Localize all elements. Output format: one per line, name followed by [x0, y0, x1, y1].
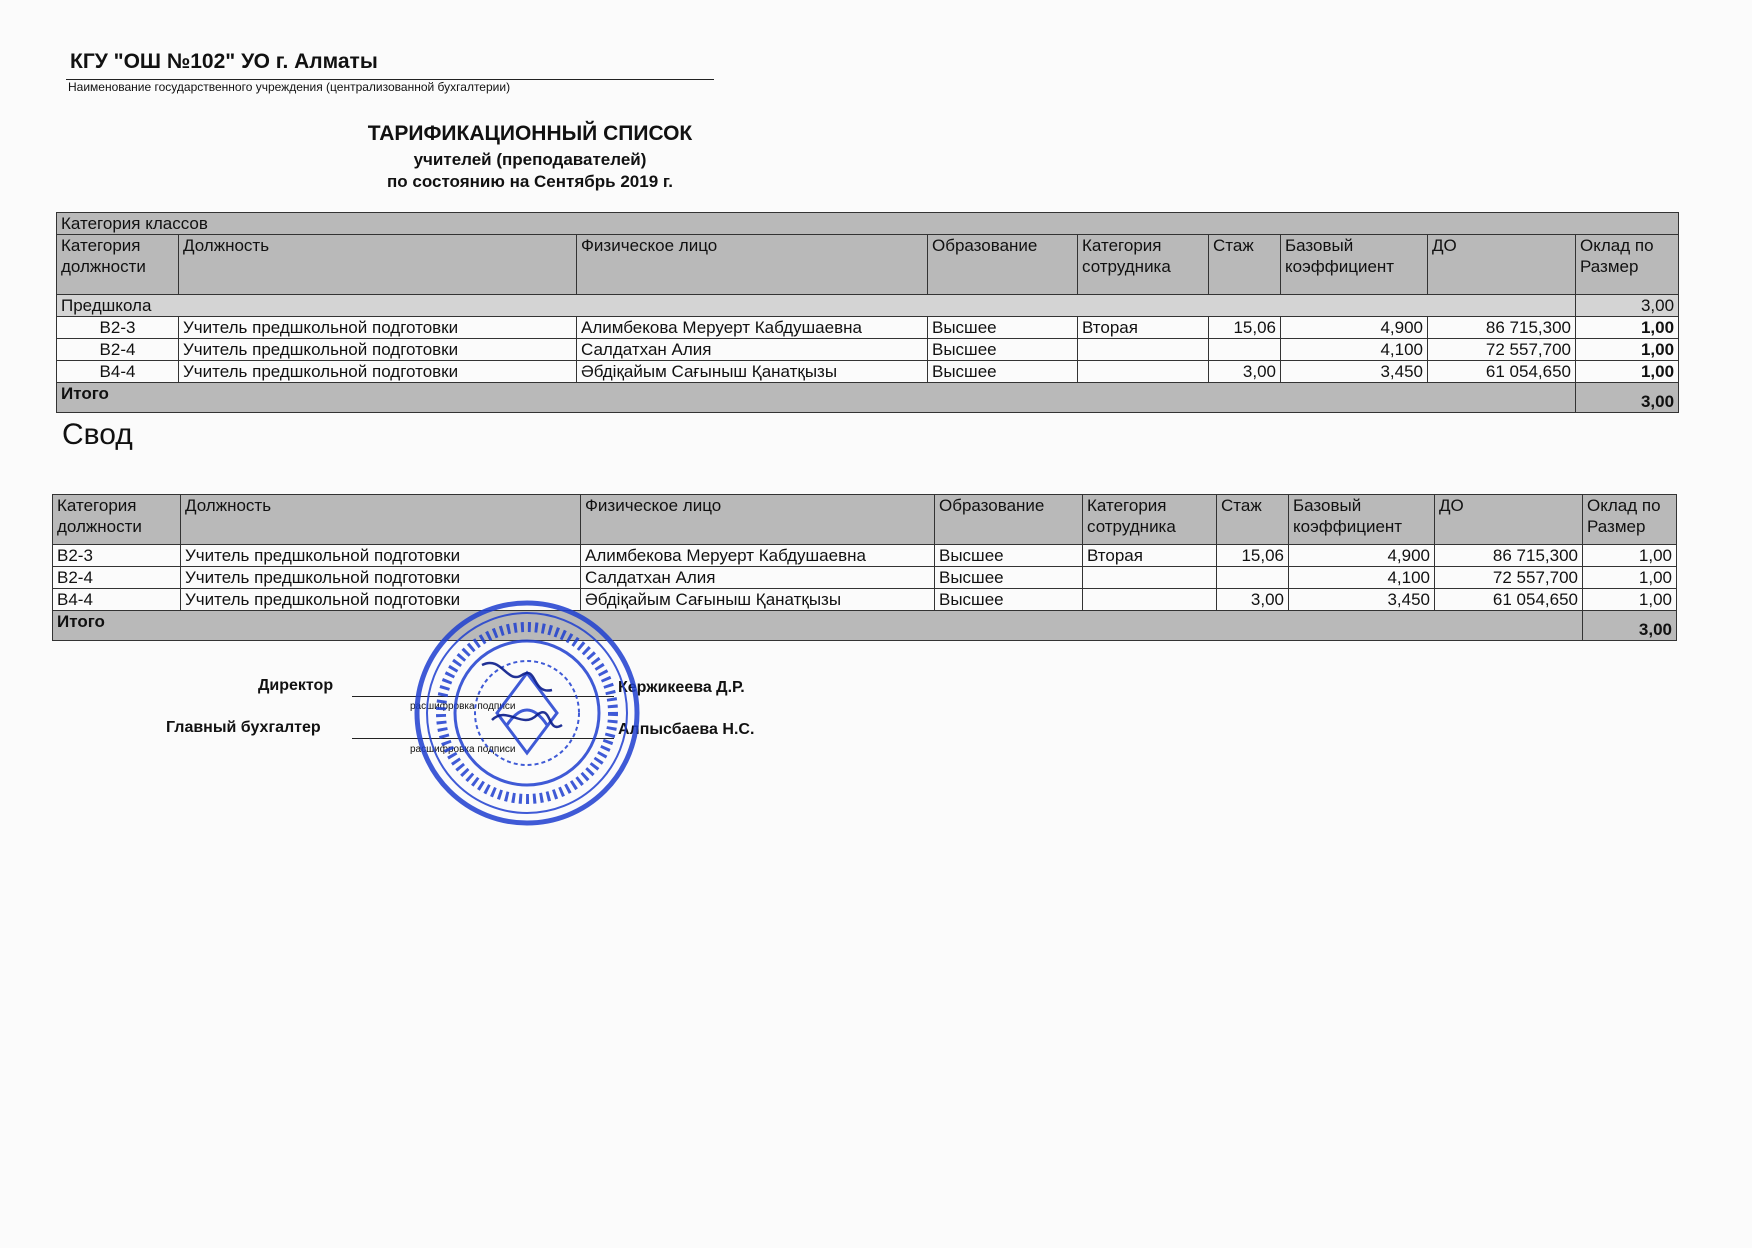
header-salary: Оклад по Размер — [1583, 495, 1677, 545]
cell-person: Әбдіқайым Сағыныш Қанатқызы — [577, 361, 928, 383]
total-label: Итого — [53, 611, 1583, 641]
total-value: 3,00 — [1583, 611, 1677, 641]
header-experience: Стаж — [1209, 235, 1281, 295]
header-person: Физическое лицо — [577, 235, 928, 295]
header-education: Образование — [935, 495, 1083, 545]
director-decode-caption: расшифровка подписи — [410, 701, 516, 712]
cell-do: 72 557,700 — [1435, 567, 1583, 589]
cell-rate: 1,00 — [1576, 317, 1679, 339]
cell-category: B2-4 — [57, 339, 179, 361]
cell-position: Учитель предшкольной подготовки — [179, 361, 577, 383]
cell-employee-category — [1083, 589, 1217, 611]
header-position: Должность — [181, 495, 581, 545]
cell-do: 86 715,300 — [1435, 545, 1583, 567]
total-label: Итого — [57, 383, 1576, 413]
cell-do: 61 054,650 — [1428, 361, 1576, 383]
cell-coef: 4,100 — [1281, 339, 1428, 361]
table-row — [53, 545, 1677, 567]
cell-coef: 4,900 — [1281, 317, 1428, 339]
cell-person: Салдатхан Алия — [581, 567, 935, 589]
cell-education: Высшее — [935, 545, 1083, 567]
cell-person: Әбдіқайым Сағыныш Қанатқызы — [581, 589, 935, 611]
header-salary: Оклад по Размер — [1576, 235, 1679, 295]
total-value: 3,00 — [1576, 383, 1679, 413]
cell-education: Высшее — [928, 317, 1078, 339]
header-do: ДО — [1428, 235, 1576, 295]
cell-person: Алимбекова Меруерт Кабдушаевна — [577, 317, 928, 339]
cell-rate: 1,00 — [1576, 339, 1679, 361]
cell-position: Учитель предшкольной подготовки — [181, 567, 581, 589]
header-employee-category: Категория сотрудника — [1078, 235, 1209, 295]
cell-position: Учитель предшкольной подготовки — [179, 339, 577, 361]
cell-do: 86 715,300 — [1428, 317, 1576, 339]
cell-employee-category: Вторая — [1083, 545, 1217, 567]
table-row — [57, 317, 1679, 339]
table-row — [53, 567, 1677, 589]
cell-category: B4-4 — [57, 361, 179, 383]
cell-category: B2-3 — [57, 317, 179, 339]
accountant-decode-caption: расшифровка подписи — [410, 744, 516, 755]
table-row — [57, 339, 1679, 361]
cell-person: Салдатхан Алия — [577, 339, 928, 361]
director-name: Кержикеева Д.Р. — [618, 679, 745, 696]
cell-category: B2-4 — [53, 567, 181, 589]
cell-coef: 4,900 — [1289, 545, 1435, 567]
header-person: Физическое лицо — [581, 495, 935, 545]
cell-experience: 15,06 — [1209, 317, 1281, 339]
group-total: 3,00 — [1576, 295, 1679, 317]
header-education: Образование — [928, 235, 1078, 295]
cell-experience: 15,06 — [1217, 545, 1289, 567]
cell-person: Алимбекова Меруерт Кабдушаевна — [581, 545, 935, 567]
table-row — [53, 589, 1677, 611]
director-label: Директор — [258, 677, 334, 694]
accountant-name: Алпысбаева Н.С. — [618, 721, 755, 738]
accountant-label: Главный бухгалтер — [166, 719, 321, 736]
header-class-category: Категория классов — [57, 213, 1679, 235]
document-title: ТАРИФИКАЦИОННЫЙ СПИСОК — [367, 122, 693, 145]
cell-category: B2-3 — [53, 545, 181, 567]
cell-education: Высшее — [928, 361, 1078, 383]
header-base-coef: Базовый коэффициент — [1281, 235, 1428, 295]
cell-employee-category: Вторая — [1078, 317, 1209, 339]
header-do: ДО — [1435, 495, 1583, 545]
cell-coef: 3,450 — [1281, 361, 1428, 383]
cell-experience: 3,00 — [1217, 589, 1289, 611]
header-base-coef: Базовый коэффициент — [1289, 495, 1435, 545]
cell-experience — [1209, 339, 1281, 361]
cell-position: Учитель предшкольной подготовки — [181, 589, 581, 611]
cell-coef: 4,100 — [1289, 567, 1435, 589]
cell-position: Учитель предшкольной подготовки — [181, 545, 581, 567]
summary-table — [52, 494, 1677, 641]
cell-rate: 1,00 — [1583, 567, 1677, 589]
cell-category: B4-4 — [53, 589, 181, 611]
organization-name: КГУ "ОШ №102" УО г. Алматы — [70, 50, 378, 73]
summary-title: Свод — [62, 418, 133, 451]
cell-education: Высшее — [935, 567, 1083, 589]
cell-experience: 3,00 — [1209, 361, 1281, 383]
cell-do: 72 557,700 — [1428, 339, 1576, 361]
cell-experience — [1217, 567, 1289, 589]
official-stamp — [412, 595, 642, 830]
header-position: Должность — [179, 235, 577, 295]
tariff-table — [56, 212, 1679, 413]
cell-education: Высшее — [935, 589, 1083, 611]
table-row — [57, 361, 1679, 383]
organization-caption: Наименование государственного учреждения (централизованной бухгалтерии) — [68, 80, 511, 94]
cell-employee-category — [1078, 339, 1209, 361]
cell-employee-category — [1083, 567, 1217, 589]
header-position-category: Категория должности — [53, 495, 181, 545]
header-experience: Стаж — [1217, 495, 1289, 545]
cell-rate: 1,00 — [1583, 545, 1677, 567]
cell-do: 61 054,650 — [1435, 589, 1583, 611]
group-label: Предшкола — [57, 295, 1576, 317]
cell-education: Высшее — [928, 339, 1078, 361]
cell-rate: 1,00 — [1583, 589, 1677, 611]
cell-rate: 1,00 — [1576, 361, 1679, 383]
document-subtitle: учителей (преподавателей) — [413, 150, 647, 169]
header-position-category: Категория должности — [57, 235, 179, 295]
cell-coef: 3,450 — [1289, 589, 1435, 611]
cell-position: Учитель предшкольной подготовки — [179, 317, 577, 339]
document-date: по состоянию на Сентябрь 2019 г. — [387, 172, 673, 191]
cell-employee-category — [1078, 361, 1209, 383]
header-employee-category: Категория сотрудника — [1083, 495, 1217, 545]
